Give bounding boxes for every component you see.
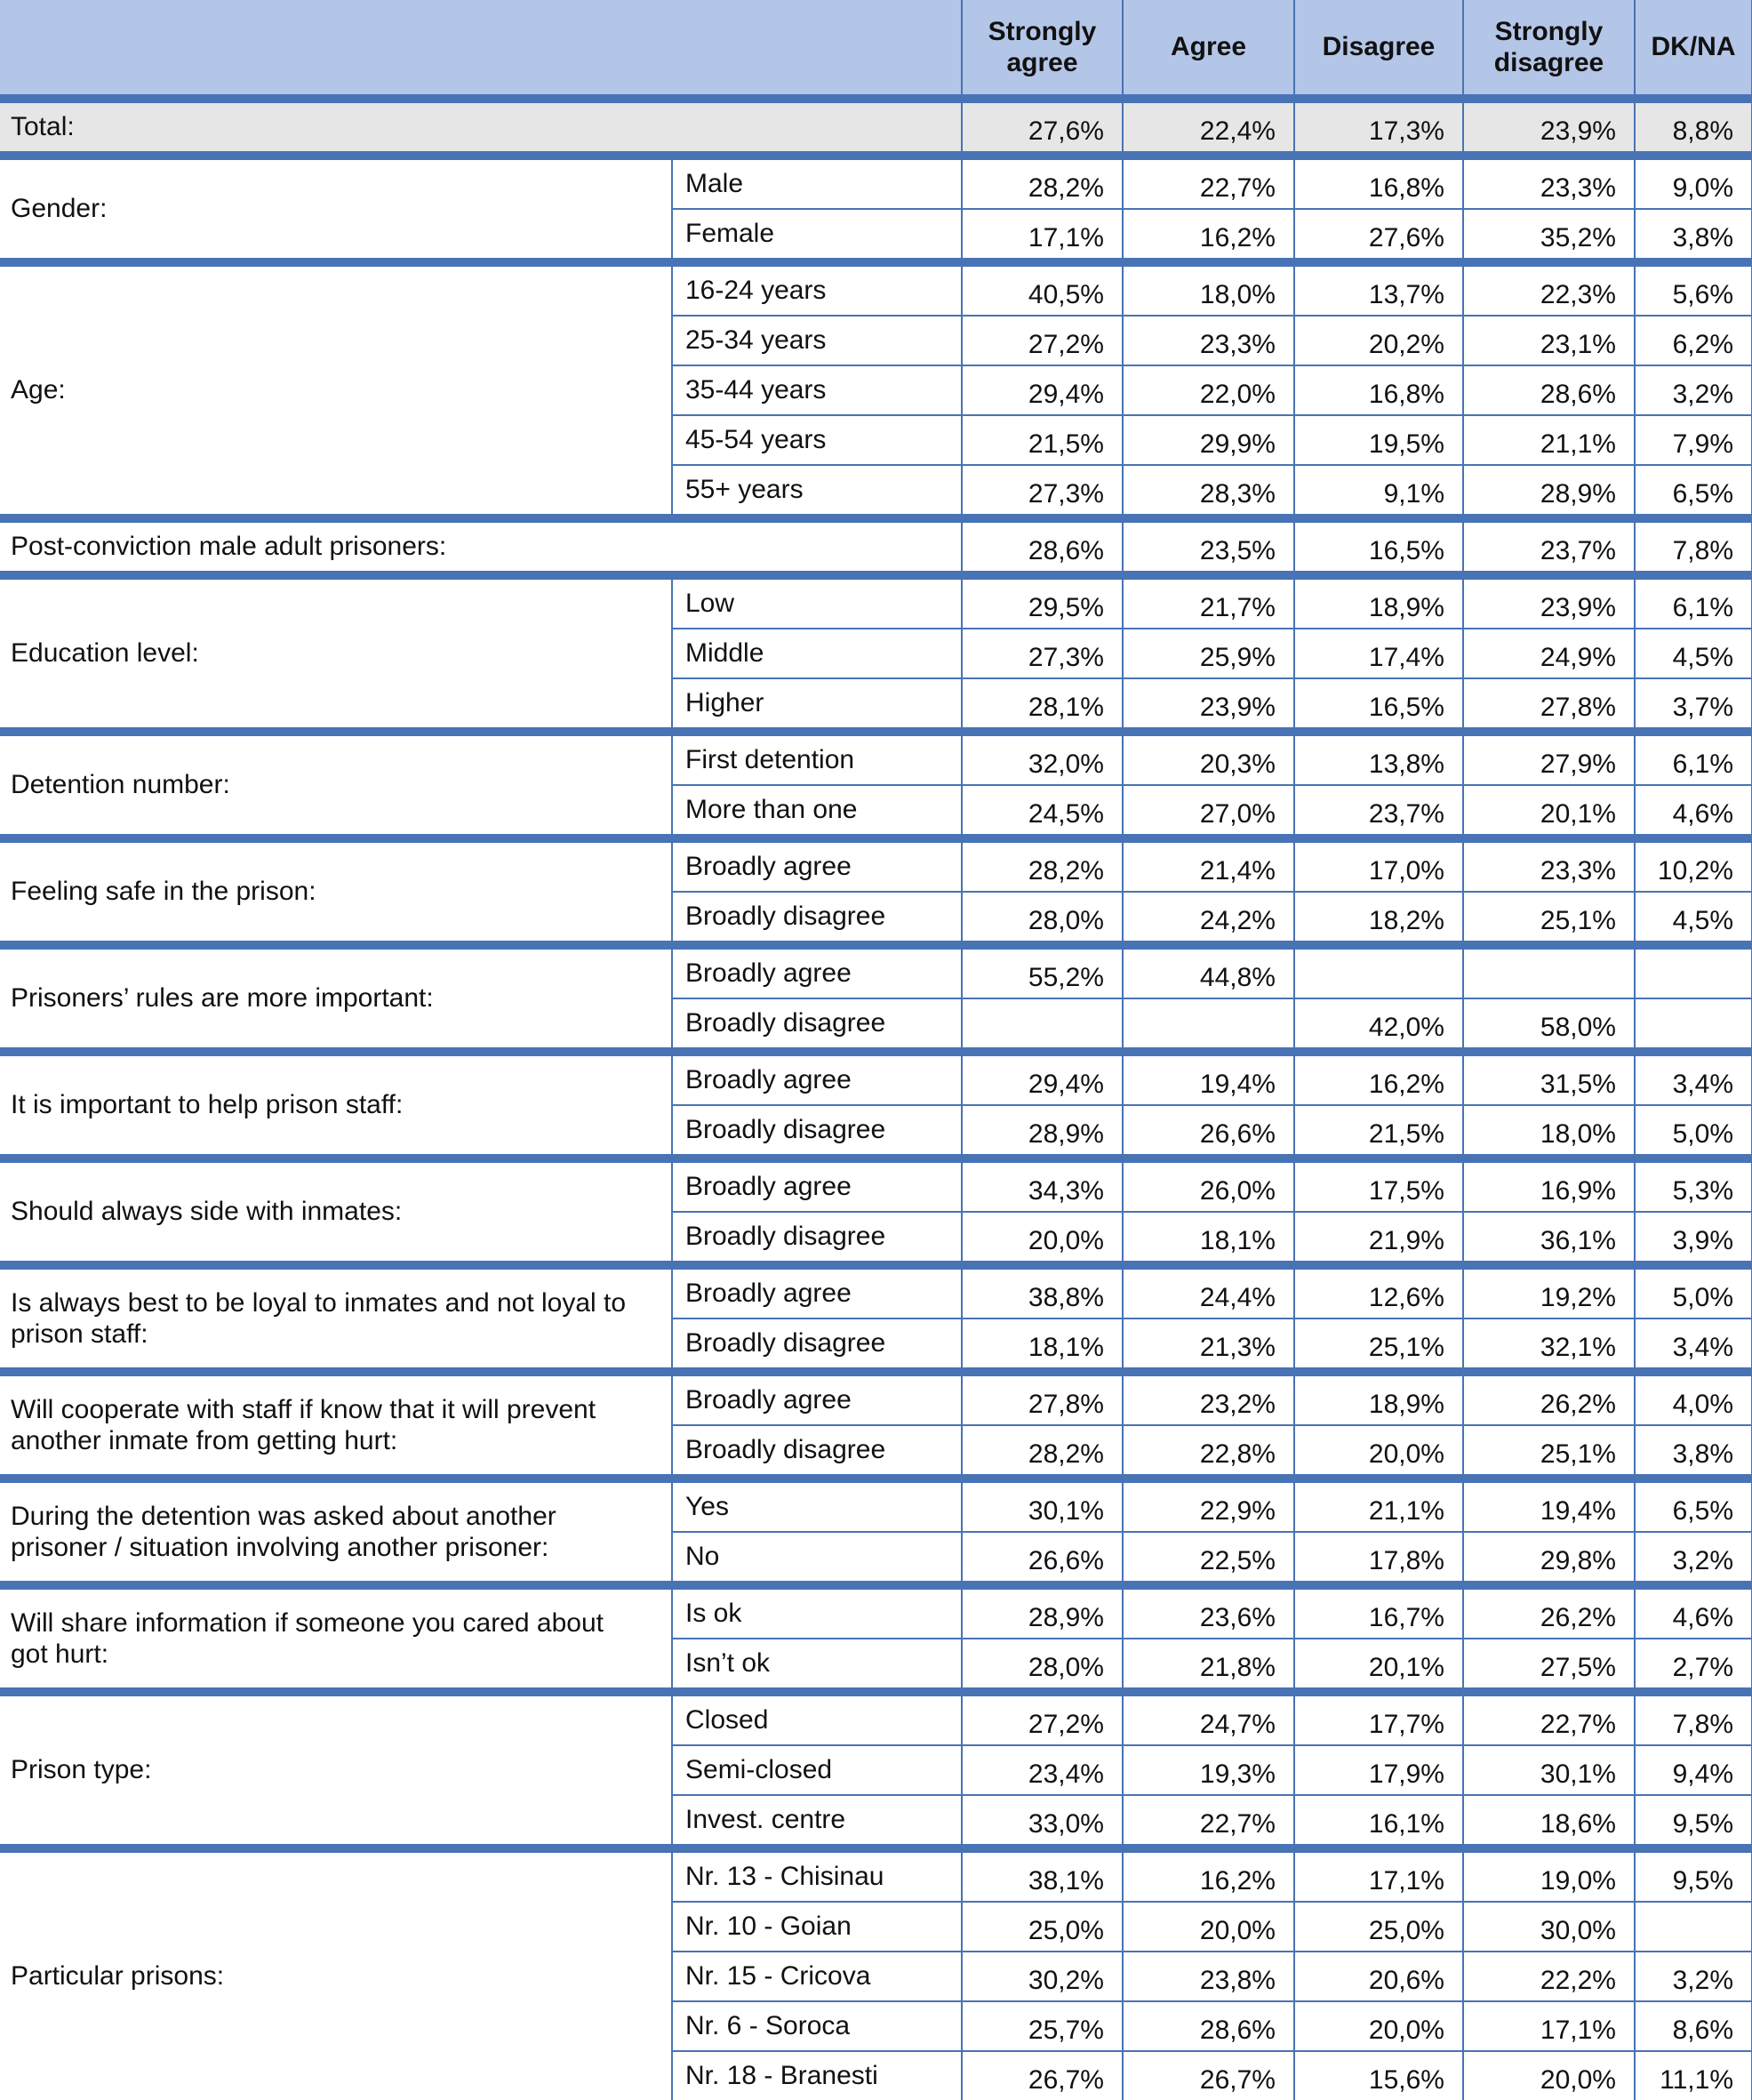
value-cell: 40,5% xyxy=(962,262,1123,316)
subcategory-label: Nr. 15 - Cricova xyxy=(672,1952,962,2001)
value-cell: 19,4% xyxy=(1463,1479,1635,1532)
table-row xyxy=(0,262,1752,316)
value-cell: 24,4% xyxy=(1123,1265,1294,1319)
value-cell: 32,0% xyxy=(962,732,1123,785)
value-cell: 19,5% xyxy=(1294,415,1463,465)
value-cell: 44,8% xyxy=(1123,945,1294,998)
value-cell: 16,2% xyxy=(1123,1848,1294,1902)
value-cell: 16,8% xyxy=(1294,365,1463,415)
value-cell: 28,6% xyxy=(1123,2001,1294,2051)
subcategory-label: Male xyxy=(672,156,962,209)
value-cell: 31,5% xyxy=(1463,1052,1635,1105)
value-cell: 28,0% xyxy=(962,892,1123,945)
value-cell: 36,1% xyxy=(1463,1212,1635,1265)
value-cell: 6,5% xyxy=(1635,1479,1752,1532)
value-cell: 28,3% xyxy=(1123,465,1294,518)
subcategory-label: Broadly agree xyxy=(672,1052,962,1105)
value-cell: 23,9% xyxy=(1463,99,1635,156)
value-cell: 38,1% xyxy=(962,1848,1123,1902)
value-cell: 23,9% xyxy=(1123,678,1294,732)
value-cell: 7,8% xyxy=(1635,1692,1752,1745)
value-cell: 24,9% xyxy=(1463,629,1635,678)
value-cell: 4,5% xyxy=(1635,892,1752,945)
value-cell: 6,5% xyxy=(1635,465,1752,518)
value-cell: 18,9% xyxy=(1294,1372,1463,1425)
value-cell: 55,2% xyxy=(962,945,1123,998)
value-cell: 13,8% xyxy=(1294,732,1463,785)
category-label: Total: xyxy=(0,99,962,156)
subcategory-label: Yes xyxy=(672,1479,962,1532)
value-cell: 25,0% xyxy=(962,1902,1123,1952)
subcategory-label: 16-24 years xyxy=(672,262,962,316)
value-cell: 8,8% xyxy=(1635,99,1752,156)
table-row xyxy=(0,1585,1752,1639)
table-row xyxy=(0,732,1752,785)
value-cell: 26,7% xyxy=(962,2051,1123,2100)
value-cell: 16,8% xyxy=(1294,156,1463,209)
value-cell: 28,9% xyxy=(962,1105,1123,1158)
value-cell: 16,2% xyxy=(1123,209,1294,262)
table-row xyxy=(0,1265,1752,1319)
value-cell: 16,5% xyxy=(1294,518,1463,575)
category-label: Post-conviction male adult prisoners: xyxy=(0,518,962,575)
value-cell: 27,6% xyxy=(962,99,1123,156)
value-cell: 26,2% xyxy=(1463,1585,1635,1639)
value-cell: 3,8% xyxy=(1635,209,1752,262)
value-cell: 3,4% xyxy=(1635,1319,1752,1372)
value-cell: 9,5% xyxy=(1635,1795,1752,1848)
value-cell: 19,4% xyxy=(1123,1052,1294,1105)
value-cell: 13,7% xyxy=(1294,262,1463,316)
category-label: Education level: xyxy=(0,575,672,732)
value-cell: 20,6% xyxy=(1294,1952,1463,2001)
value-cell: 32,1% xyxy=(1463,1319,1635,1372)
value-cell: 27,6% xyxy=(1294,209,1463,262)
value-cell: 22,4% xyxy=(1123,99,1294,156)
value-cell: 21,8% xyxy=(1123,1639,1294,1692)
table-row xyxy=(0,838,1752,892)
category-label: It is important to help prison staff: xyxy=(0,1052,672,1158)
value-cell: 17,8% xyxy=(1294,1532,1463,1585)
value-cell: 20,0% xyxy=(1463,2051,1635,2100)
subcategory-label: Broadly agree xyxy=(672,945,962,998)
value-cell: 20,0% xyxy=(1294,1425,1463,1479)
value-cell: 28,9% xyxy=(962,1585,1123,1639)
value-cell: 19,3% xyxy=(1123,1745,1294,1795)
value-cell: 29,4% xyxy=(962,365,1123,415)
value-cell: 3,2% xyxy=(1635,1532,1752,1585)
value-cell: 17,1% xyxy=(1294,1848,1463,1902)
value-cell: 6,2% xyxy=(1635,316,1752,365)
value-cell: 7,8% xyxy=(1635,518,1752,575)
value-cell: 23,6% xyxy=(1123,1585,1294,1639)
subcategory-label: Middle xyxy=(672,629,962,678)
value-cell: 23,5% xyxy=(1123,518,1294,575)
value-cell: 28,9% xyxy=(1463,465,1635,518)
value-cell: 30,0% xyxy=(1463,1902,1635,1952)
value-cell: 26,7% xyxy=(1123,2051,1294,2100)
value-cell: 16,5% xyxy=(1294,678,1463,732)
value-cell: 29,5% xyxy=(962,575,1123,629)
subcategory-label: Broadly disagree xyxy=(672,892,962,945)
subcategory-label: 55+ years xyxy=(672,465,962,518)
value-cell xyxy=(1635,1902,1752,1952)
value-cell: 27,8% xyxy=(1463,678,1635,732)
value-cell: 9,5% xyxy=(1635,1848,1752,1902)
category-label: During the detention was asked about another prisoner / situation involving another prisoner: xyxy=(0,1479,672,1585)
value-cell: 23,3% xyxy=(1123,316,1294,365)
value-cell: 35,2% xyxy=(1463,209,1635,262)
subcategory-label: Female xyxy=(672,209,962,262)
value-cell: 25,1% xyxy=(1463,892,1635,945)
column-header: DK/NA xyxy=(1635,0,1752,99)
value-cell: 22,7% xyxy=(1463,1692,1635,1745)
value-cell: 25,1% xyxy=(1463,1425,1635,1479)
value-cell: 26,2% xyxy=(1463,1372,1635,1425)
value-cell: 21,5% xyxy=(962,415,1123,465)
value-cell: 26,0% xyxy=(1123,1158,1294,1212)
value-cell: 19,2% xyxy=(1463,1265,1635,1319)
subcategory-label: Broadly agree xyxy=(672,1158,962,1212)
table-header xyxy=(0,0,1752,99)
value-cell: 21,4% xyxy=(1123,838,1294,892)
value-cell: 23,2% xyxy=(1123,1372,1294,1425)
value-cell: 28,6% xyxy=(1463,365,1635,415)
subcategory-label: Broadly disagree xyxy=(672,1212,962,1265)
value-cell: 4,6% xyxy=(1635,1585,1752,1639)
value-cell: 27,2% xyxy=(962,1692,1123,1745)
value-cell: 18,2% xyxy=(1294,892,1463,945)
value-cell: 5,6% xyxy=(1635,262,1752,316)
value-cell xyxy=(1294,945,1463,998)
value-cell: 12,6% xyxy=(1294,1265,1463,1319)
value-cell: 28,1% xyxy=(962,678,1123,732)
table-row xyxy=(0,1158,1752,1212)
value-cell: 10,2% xyxy=(1635,838,1752,892)
subcategory-label: First detention xyxy=(672,732,962,785)
value-cell: 3,9% xyxy=(1635,1212,1752,1265)
value-cell: 20,1% xyxy=(1463,785,1635,838)
table-row xyxy=(0,945,1752,998)
value-cell: 28,0% xyxy=(962,1639,1123,1692)
value-cell: 17,7% xyxy=(1294,1692,1463,1745)
value-cell: 26,6% xyxy=(962,1532,1123,1585)
value-cell: 4,6% xyxy=(1635,785,1752,838)
category-label: Detention number: xyxy=(0,732,672,838)
value-cell: 4,5% xyxy=(1635,629,1752,678)
value-cell: 3,4% xyxy=(1635,1052,1752,1105)
value-cell: 23,3% xyxy=(1463,838,1635,892)
table-row xyxy=(0,1848,1752,1902)
value-cell: 23,7% xyxy=(1463,518,1635,575)
table-row xyxy=(0,1479,1752,1532)
value-cell: 58,0% xyxy=(1463,998,1635,1052)
value-cell: 23,8% xyxy=(1123,1952,1294,2001)
value-cell: 23,7% xyxy=(1294,785,1463,838)
value-cell: 22,7% xyxy=(1123,1795,1294,1848)
value-cell: 21,1% xyxy=(1294,1479,1463,1532)
subcategory-label: Semi-closed xyxy=(672,1745,962,1795)
value-cell: 22,8% xyxy=(1123,1425,1294,1479)
value-cell: 24,2% xyxy=(1123,892,1294,945)
value-cell: 42,0% xyxy=(1294,998,1463,1052)
table-row xyxy=(0,156,1752,209)
table-row xyxy=(0,1372,1752,1425)
value-cell: 28,2% xyxy=(962,838,1123,892)
value-cell: 3,2% xyxy=(1635,1952,1752,2001)
category-label: Will cooperate with staff if know that it will prevent another inmate from getting hurt: xyxy=(0,1372,672,1479)
value-cell: 27,3% xyxy=(962,629,1123,678)
subcategory-label: Higher xyxy=(672,678,962,732)
value-cell: 18,0% xyxy=(1123,262,1294,316)
value-cell: 17,5% xyxy=(1294,1158,1463,1212)
value-cell: 34,3% xyxy=(962,1158,1123,1212)
header-row xyxy=(0,0,1752,99)
value-cell: 15,6% xyxy=(1294,2051,1463,2100)
subcategory-label: Broadly disagree xyxy=(672,998,962,1052)
value-cell: 23,4% xyxy=(962,1745,1123,1795)
value-cell: 30,1% xyxy=(1463,1745,1635,1795)
subcategory-label: Isn’t ok xyxy=(672,1639,962,1692)
subcategory-label: 35-44 years xyxy=(672,365,962,415)
value-cell: 20,3% xyxy=(1123,732,1294,785)
value-cell: 3,8% xyxy=(1635,1425,1752,1479)
value-cell: 28,2% xyxy=(962,156,1123,209)
value-cell: 27,5% xyxy=(1463,1639,1635,1692)
value-cell xyxy=(962,998,1123,1052)
subcategory-label: Nr. 18 - Branesti xyxy=(672,2051,962,2100)
value-cell: 25,9% xyxy=(1123,629,1294,678)
subcategory-label: Broadly disagree xyxy=(672,1319,962,1372)
value-cell: 20,1% xyxy=(1294,1639,1463,1692)
value-cell: 16,9% xyxy=(1463,1158,1635,1212)
value-cell: 8,6% xyxy=(1635,2001,1752,2051)
value-cell: 28,6% xyxy=(962,518,1123,575)
value-cell: 22,2% xyxy=(1463,1952,1635,2001)
subcategory-label: Is ok xyxy=(672,1585,962,1639)
value-cell: 7,9% xyxy=(1635,415,1752,465)
value-cell: 16,2% xyxy=(1294,1052,1463,1105)
value-cell: 21,7% xyxy=(1123,575,1294,629)
value-cell: 29,4% xyxy=(962,1052,1123,1105)
category-label: Prisoners’ rules are more important: xyxy=(0,945,672,1052)
category-label: Prison type: xyxy=(0,1692,672,1848)
value-cell: 18,9% xyxy=(1294,575,1463,629)
value-cell: 30,2% xyxy=(962,1952,1123,2001)
value-cell: 16,1% xyxy=(1294,1795,1463,1848)
header-corner-cell xyxy=(0,0,962,99)
value-cell: 21,9% xyxy=(1294,1212,1463,1265)
value-cell: 23,9% xyxy=(1463,575,1635,629)
value-cell: 5,0% xyxy=(1635,1265,1752,1319)
table-row xyxy=(0,575,1752,629)
column-header: Agree xyxy=(1123,0,1294,99)
value-cell: 22,3% xyxy=(1463,262,1635,316)
value-cell: 23,3% xyxy=(1463,156,1635,209)
value-cell: 6,1% xyxy=(1635,575,1752,629)
column-header: Strongly agree xyxy=(962,0,1123,99)
value-cell: 17,1% xyxy=(962,209,1123,262)
value-cell xyxy=(1635,945,1752,998)
column-header: Disagree xyxy=(1294,0,1463,99)
value-cell: 4,0% xyxy=(1635,1372,1752,1425)
table-row xyxy=(0,99,1752,156)
value-cell: 22,7% xyxy=(1123,156,1294,209)
value-cell xyxy=(1123,998,1294,1052)
value-cell: 24,7% xyxy=(1123,1692,1294,1745)
category-label: Should always side with inmates: xyxy=(0,1158,672,1265)
value-cell: 9,0% xyxy=(1635,156,1752,209)
value-cell: 24,5% xyxy=(962,785,1123,838)
subcategory-label: Broadly disagree xyxy=(672,1105,962,1158)
value-cell: 30,1% xyxy=(962,1479,1123,1532)
value-cell xyxy=(1635,998,1752,1052)
subcategory-label: Nr. 10 - Goian xyxy=(672,1902,962,1952)
value-cell: 11,1% xyxy=(1635,2051,1752,2100)
subcategory-label: 45-54 years xyxy=(672,415,962,465)
value-cell: 29,9% xyxy=(1123,415,1294,465)
value-cell: 22,5% xyxy=(1123,1532,1294,1585)
subcategory-label: Broadly agree xyxy=(672,1372,962,1425)
category-label: Feeling safe in the prison: xyxy=(0,838,672,945)
value-cell: 3,7% xyxy=(1635,678,1752,732)
value-cell: 3,2% xyxy=(1635,365,1752,415)
value-cell: 27,0% xyxy=(1123,785,1294,838)
category-label: Is always best to be loyal to inmates and not loyal to prison staff: xyxy=(0,1265,672,1372)
value-cell: 27,2% xyxy=(962,316,1123,365)
value-cell: 17,4% xyxy=(1294,629,1463,678)
value-cell: 22,0% xyxy=(1123,365,1294,415)
category-label: Will share information if someone you cared about got hurt: xyxy=(0,1585,672,1692)
value-cell: 18,1% xyxy=(962,1319,1123,1372)
value-cell: 27,3% xyxy=(962,465,1123,518)
subcategory-label: No xyxy=(672,1532,962,1585)
table-body xyxy=(0,99,1752,2100)
value-cell: 5,0% xyxy=(1635,1105,1752,1158)
value-cell: 21,5% xyxy=(1294,1105,1463,1158)
subcategory-label: Invest. centre xyxy=(672,1795,962,1848)
category-label: Age: xyxy=(0,262,672,518)
value-cell: 20,0% xyxy=(1123,1902,1294,1952)
value-cell: 22,9% xyxy=(1123,1479,1294,1532)
value-cell: 27,9% xyxy=(1463,732,1635,785)
value-cell: 21,1% xyxy=(1463,415,1635,465)
value-cell: 6,1% xyxy=(1635,732,1752,785)
value-cell: 18,1% xyxy=(1123,1212,1294,1265)
value-cell: 21,3% xyxy=(1123,1319,1294,1372)
subcategory-label: 25-34 years xyxy=(672,316,962,365)
value-cell: 23,1% xyxy=(1463,316,1635,365)
value-cell: 20,0% xyxy=(962,1212,1123,1265)
table-row xyxy=(0,1692,1752,1745)
value-cell: 19,0% xyxy=(1463,1848,1635,1902)
category-label: Particular prisons: xyxy=(0,1848,672,2100)
table-row xyxy=(0,518,1752,575)
value-cell: 20,2% xyxy=(1294,316,1463,365)
value-cell: 9,1% xyxy=(1294,465,1463,518)
value-cell: 38,8% xyxy=(962,1265,1123,1319)
value-cell: 17,9% xyxy=(1294,1745,1463,1795)
value-cell: 16,7% xyxy=(1294,1585,1463,1639)
subcategory-label: More than one xyxy=(672,785,962,838)
value-cell: 17,3% xyxy=(1294,99,1463,156)
value-cell: 26,6% xyxy=(1123,1105,1294,1158)
value-cell: 28,2% xyxy=(962,1425,1123,1479)
subcategory-label: Low xyxy=(672,575,962,629)
category-label: Gender: xyxy=(0,156,672,262)
value-cell: 2,7% xyxy=(1635,1639,1752,1692)
value-cell: 17,0% xyxy=(1294,838,1463,892)
value-cell: 5,3% xyxy=(1635,1158,1752,1212)
value-cell: 25,7% xyxy=(962,2001,1123,2051)
value-cell: 17,1% xyxy=(1463,2001,1635,2051)
value-cell: 27,8% xyxy=(962,1372,1123,1425)
value-cell: 20,0% xyxy=(1294,2001,1463,2051)
value-cell: 33,0% xyxy=(962,1795,1123,1848)
value-cell: 25,1% xyxy=(1294,1319,1463,1372)
value-cell xyxy=(1463,945,1635,998)
subcategory-label: Broadly agree xyxy=(672,838,962,892)
value-cell: 29,8% xyxy=(1463,1532,1635,1585)
value-cell: 9,4% xyxy=(1635,1745,1752,1795)
value-cell: 18,6% xyxy=(1463,1795,1635,1848)
subcategory-label: Nr. 6 - Soroca xyxy=(672,2001,962,2051)
subcategory-label: Broadly disagree xyxy=(672,1425,962,1479)
subcategory-label: Broadly agree xyxy=(672,1265,962,1319)
subcategory-label: Nr. 13 - Chisinau xyxy=(672,1848,962,1902)
value-cell: 25,0% xyxy=(1294,1902,1463,1952)
table-row xyxy=(0,1052,1752,1105)
column-header: Strongly disagree xyxy=(1463,0,1635,99)
value-cell: 18,0% xyxy=(1463,1105,1635,1158)
subcategory-label: Closed xyxy=(672,1692,962,1745)
